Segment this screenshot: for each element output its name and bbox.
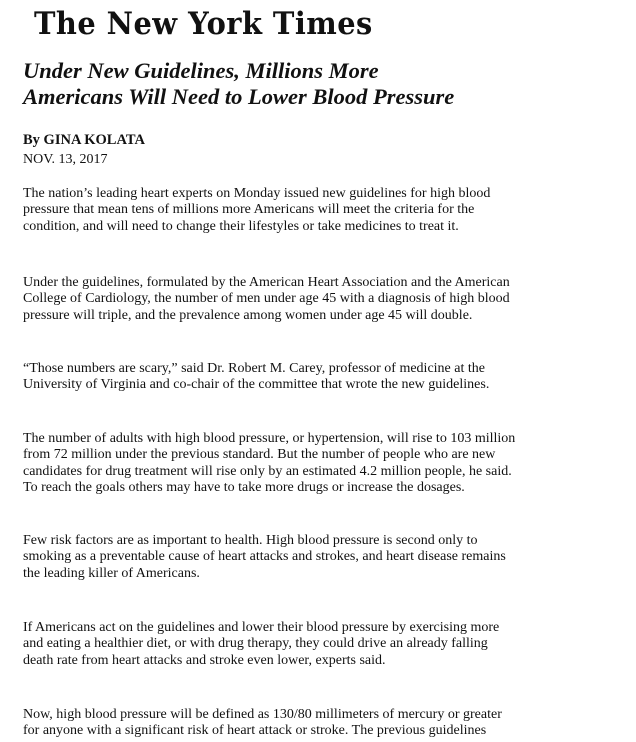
headline-line-1: Under New Guidelines, Millions More <box>23 58 379 83</box>
byline-prefix: By <box>23 132 44 148</box>
paragraph-line: To reach the goals others may have to take more drugs or increase the dosages. <box>23 479 465 495</box>
paragraph-line: If Americans act on the guidelines and lower their blood pressure by exercising more <box>23 620 500 635</box>
article-headline <box>23 58 623 110</box>
article-paragraph-5 <box>23 533 583 582</box>
paragraph-line: Now, high blood pressure will be defined as 130/80 millimeters of mercury or greater <box>23 707 502 722</box>
paragraph-line: pressure will triple, and the prevalence among women under age 45 will double. <box>23 307 473 323</box>
paragraph-line: pressure that mean tens of millions more Americans will meet the criteria for the <box>23 202 475 218</box>
paragraph-line: condition, and will need to change their lifestyles or take medicines to treat it. <box>23 218 459 234</box>
paragraph-line: candidates for drug treatment will rise only by an estimated 4.2 million people, he said. <box>23 463 512 479</box>
byline <box>23 131 145 149</box>
article-paragraph-4 <box>23 431 583 496</box>
paragraph-line: smoking as a preventable cause of heart attacks and strokes, and heart disease remains <box>23 549 506 565</box>
article-paragraph-6 <box>23 620 583 669</box>
article-paragraph-3 <box>23 361 583 394</box>
paragraph-line: the leading killer of Americans. <box>23 565 200 581</box>
publish-date: NOV. 13, 2017 <box>23 152 108 167</box>
article-paragraph-2 <box>23 275 583 324</box>
paragraph-line: The number of adults with high blood pressure, or hypertension, will rise to 103 million <box>23 431 516 446</box>
paragraph-line: Under the guidelines, formulated by the American Heart Association and the American <box>23 275 510 290</box>
paragraph-line: Few risk factors are as important to health. High blood pressure is second only to <box>23 533 478 548</box>
paragraph-line: College of Cardiology, the number of men under age 45 with a diagnosis of high blood <box>23 291 510 307</box>
paragraph-line: The nation’s leading heart experts on Monday issued new guidelines for high blood <box>23 186 491 201</box>
paragraph-line: death rate from heart attacks and stroke even lower, experts said. <box>23 652 386 668</box>
paragraph-line: and eating a healthier diet, or with drug therapy, they could drive an already falling <box>23 636 488 652</box>
headline-line-2: Americans Will Need to Lower Blood Pressure <box>23 84 455 109</box>
masthead-logo[interactable]: The New York Times <box>34 6 373 42</box>
paragraph-line: “Those numbers are scary,” said Dr. Robert M. Carey, professor of medicine at the <box>23 361 485 376</box>
paragraph-line: University of Virginia and co-chair of the committee that wrote the new guidelines. <box>23 377 490 393</box>
byline-author[interactable]: GINA KOLATA <box>43 132 145 148</box>
paragraph-line: from 72 million under the previous standard. But the number of people who are new <box>23 447 496 463</box>
paragraph-line: for anyone with a significant risk of heart attack or stroke. The previous guidelines <box>23 723 487 739</box>
article-paragraph-1 <box>23 186 583 235</box>
article-paragraph-7 <box>23 707 583 740</box>
